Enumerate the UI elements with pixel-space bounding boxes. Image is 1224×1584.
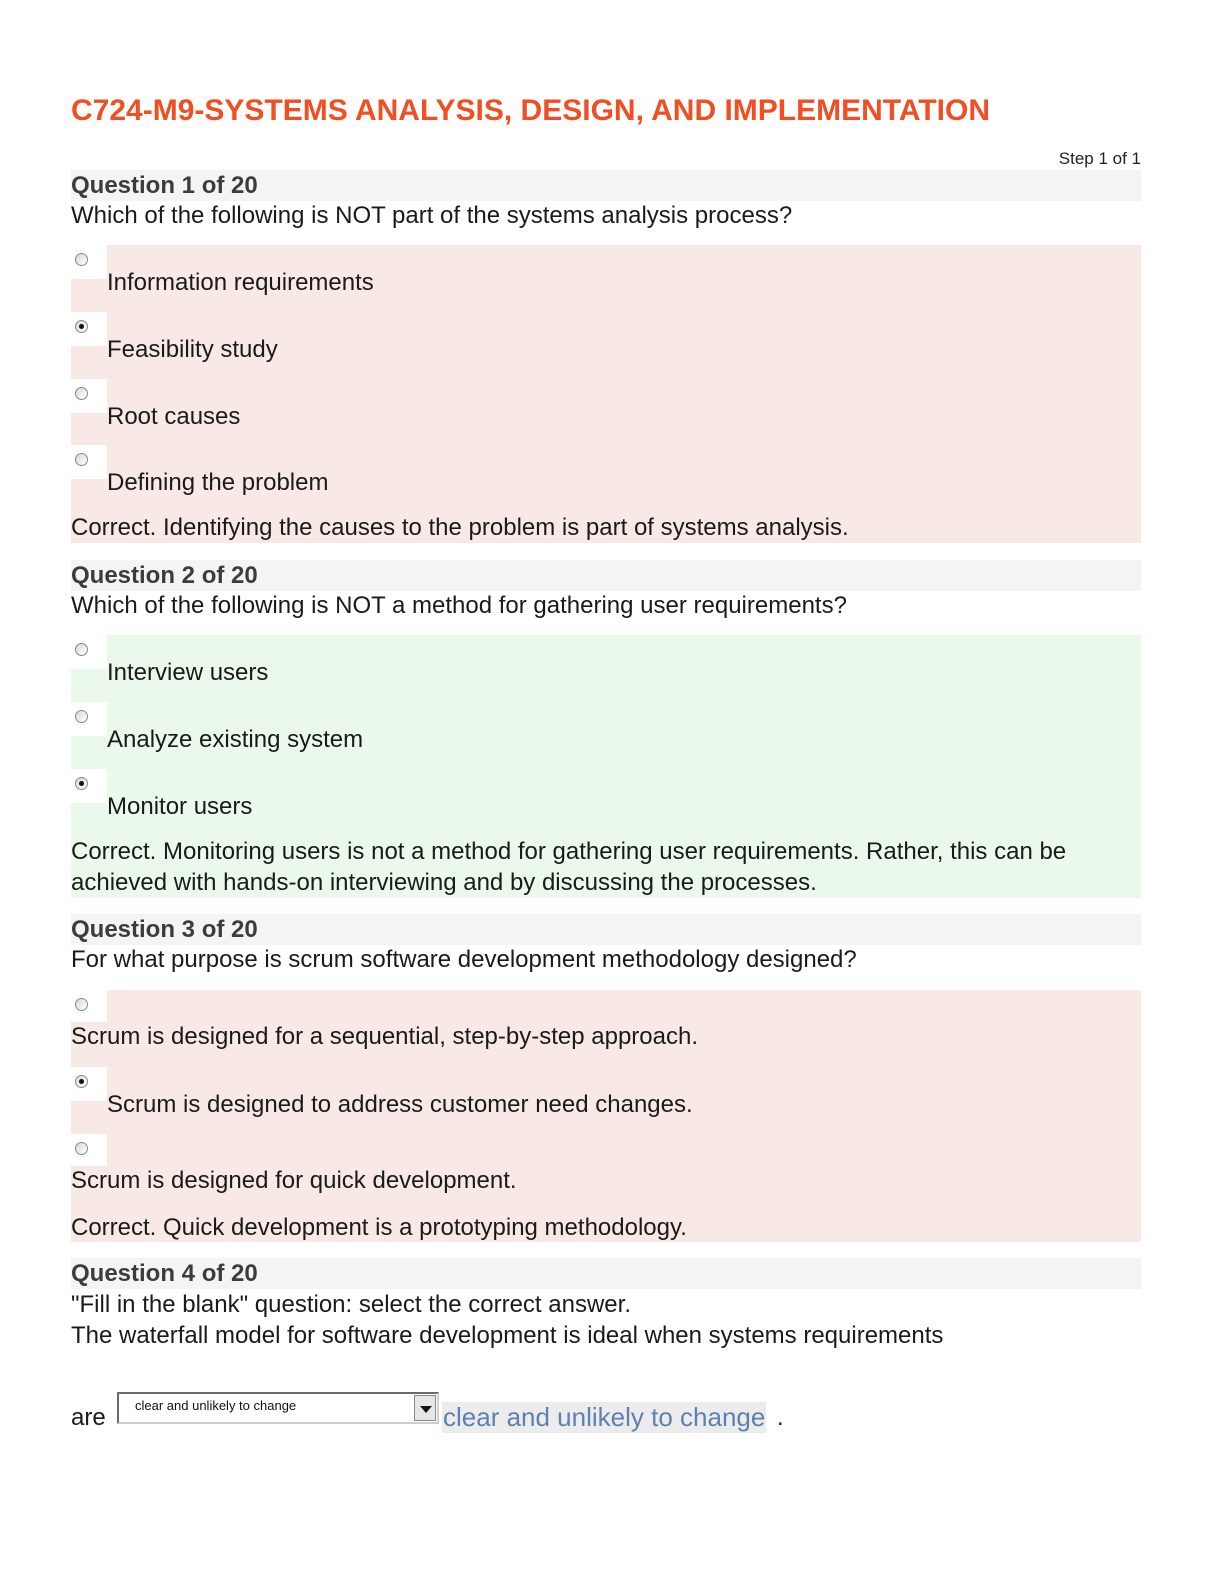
chevron-down-icon[interactable] [414,1395,436,1421]
question-4-fill-in-row [71,1392,1141,1436]
question-3-prompt: For what purpose is scrum software development methodology designed? [71,946,857,973]
blank-suffix: . [777,1404,784,1431]
question-2-answer-panel [71,635,1141,898]
blank-prefix: are [71,1404,106,1431]
radio-button[interactable] [75,387,88,400]
radio-button[interactable] [75,253,88,266]
question-2-prompt: Which of the following is NOT a method for gathering user requirements? [71,592,847,619]
page-title: C724-M9-SYSTEMS ANALYSIS, DESIGN, AND IMPLEMENTATION [71,94,990,127]
question-2-heading: Question 2 of 20 [71,560,1141,591]
radio-button[interactable] [75,643,88,656]
question-3-answer-panel [71,990,1141,1242]
radio-button-selected[interactable] [75,1075,88,1088]
radio-button-selected[interactable] [75,320,88,333]
option-label: Scrum is designed for a sequential, step-by-step approach. [71,1023,699,1050]
question-1-heading: Question 1 of 20 [71,170,1141,201]
option-label: Monitor users [107,793,253,820]
question-3-feedback: Correct. Quick development is a prototyping methodology. [71,1214,687,1241]
question-1-prompt: Which of the following is NOT part of the systems analysis process? [71,202,793,229]
option-label: Scrum is designed for quick development. [71,1167,517,1194]
question-4-heading: Question 4 of 20 [71,1258,1141,1289]
question-2-feedback: Correct. Monitoring users is not a method for gathering user requirements. Rather, this can be achieved with hands-on interviewing and by discussing the processes. [71,838,1067,896]
dropdown-selected-value: clear and unlikely to change [135,1398,297,1413]
step-indicator: Step 1 of 1 [1058,149,1141,168]
question-1-feedback: Correct. Identifying the causes to the problem is part of systems analysis. [71,514,849,541]
option-label: Defining the problem [107,469,329,496]
radio-button[interactable] [75,998,88,1011]
option-label: Analyze existing system [107,726,364,753]
correct-answer-text: clear and unlikely to change [443,1402,766,1432]
radio-button[interactable] [75,710,88,723]
question-4-prompt: The waterfall model for software development is ideal when systems requirements [71,1322,944,1349]
answer-dropdown[interactable] [117,1392,439,1424]
radio-button[interactable] [75,1142,88,1155]
question-1-answer-panel [71,245,1141,543]
option-label: Root causes [107,403,241,430]
question-4-instruction: "Fill in the blank" question: select the correct answer. [71,1291,631,1318]
option-label: Interview users [107,659,269,686]
question-3-heading: Question 3 of 20 [71,914,1141,945]
option-label: Feasibility study [107,336,278,363]
radio-button[interactable] [75,453,88,466]
option-label: Information requirements [107,269,374,296]
option-label: Scrum is designed to address customer need changes. [107,1091,693,1118]
radio-button-selected[interactable] [75,777,88,790]
